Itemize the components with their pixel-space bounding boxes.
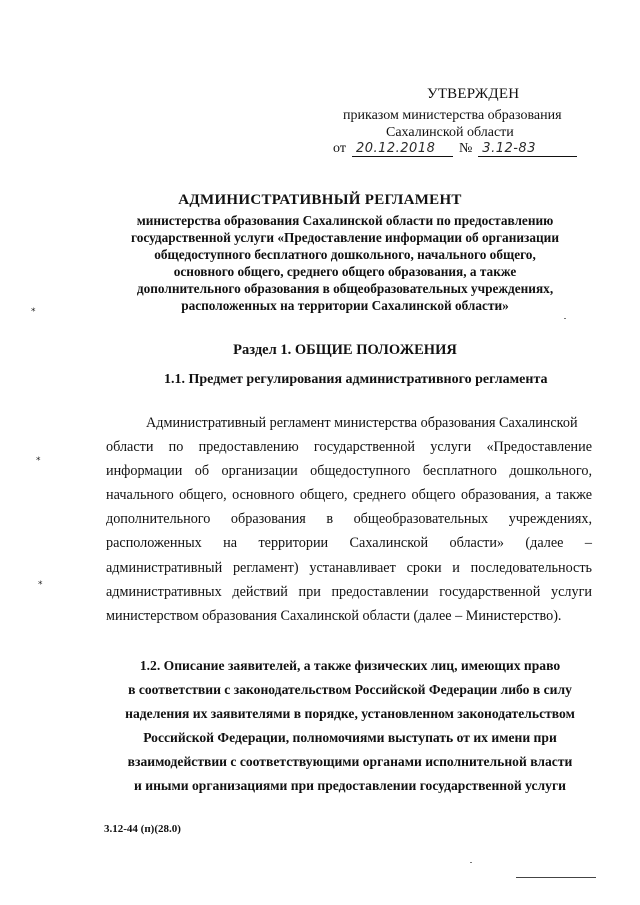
bottom-rule [516,877,596,878]
document-title: АДМИНИСТРАТИВНЫЙ РЕГЛАМЕНТ [178,192,462,208]
subtitle-line: дополнительного образования в общеобразовательных учреждениях, [136,281,554,296]
paragraph-line: Административный регламент министерства образования Сахалинской [146,415,578,431]
approval-region-line: Сахалинской области [386,125,514,140]
subtitle-line: общедоступного бесплатного дошкольного, начального общего, [154,247,536,262]
paragraph-line: дополнительного образования в общеобразовательных учреждениях, [106,511,592,528]
document-code: 3.12-44 (п)(28.0) [104,823,181,835]
heading-line: взаимодействии с соответствующими органами исполнительной власти [127,754,573,769]
paragraph-line: административных действий при предоставлении государственной услуги [106,583,592,600]
margin-mark: * [31,307,36,317]
paragraph-line: начального общего, основного общего, среднего общего образования, а также [106,487,592,504]
approval-date-number-row [333,141,577,157]
heading-line: в соответствии с законодательством Российской Федерации либо в силу [128,682,572,697]
approval-title: УТВЕРЖДЕН [427,86,520,102]
subtitle-line: министерства образования Сахалинской области по предоставлению [136,213,554,228]
scan-speck [470,862,472,863]
paragraph-line: информации об организации общедоступного бесплатного дошкольного, [106,463,592,480]
paragraph-line: министерством образования Сахалинской области (далее – Министерство). [106,607,562,624]
number-prefix: № [458,141,473,156]
handwritten-number: 3.12-83 [478,141,577,157]
margin-mark: * [38,580,43,590]
paragraph-line: расположенных на территории Сахалинской области» (далее – [106,535,592,552]
subsection-1-2-heading [100,654,600,798]
subtitle-line: основного общего, среднего общего образования, а также [173,264,517,279]
subtitle-line: государственной услуги «Предоставление информации об организации [131,230,559,245]
document-subtitle [95,212,595,314]
subtitle-line: расположенных на территории Сахалинской области» [181,298,509,313]
heading-line: Российской Федерации, полномочиями выступать от их имени при [143,730,557,745]
section-heading: Раздел 1. ОБЩИЕ ПОЛОЖЕНИЯ [233,342,457,358]
heading-line: наделения их заявителями в порядке, установленном законодательством [125,706,575,721]
paragraph-line: области по предоставлению государственной услуги «Предоставление [106,439,592,456]
scan-speck [564,318,566,319]
date-prefix: от [333,141,346,156]
heading-line: и иными организациями при предоставлении государственной услуги [134,778,566,793]
handwritten-date: 20.12.2018 [352,141,453,157]
margin-mark: * [36,456,41,466]
paragraph-line: административный регламент) устанавливает сроки и последовательность [106,559,592,576]
subsection-heading: 1.1. Предмет регулирования административного регламента [164,372,548,387]
approval-issuer-line: приказом министерства образования [343,108,562,123]
section-paragraph [106,411,592,628]
heading-line: 1.2. Описание заявителей, а также физических лиц, имеющих право [139,658,561,673]
